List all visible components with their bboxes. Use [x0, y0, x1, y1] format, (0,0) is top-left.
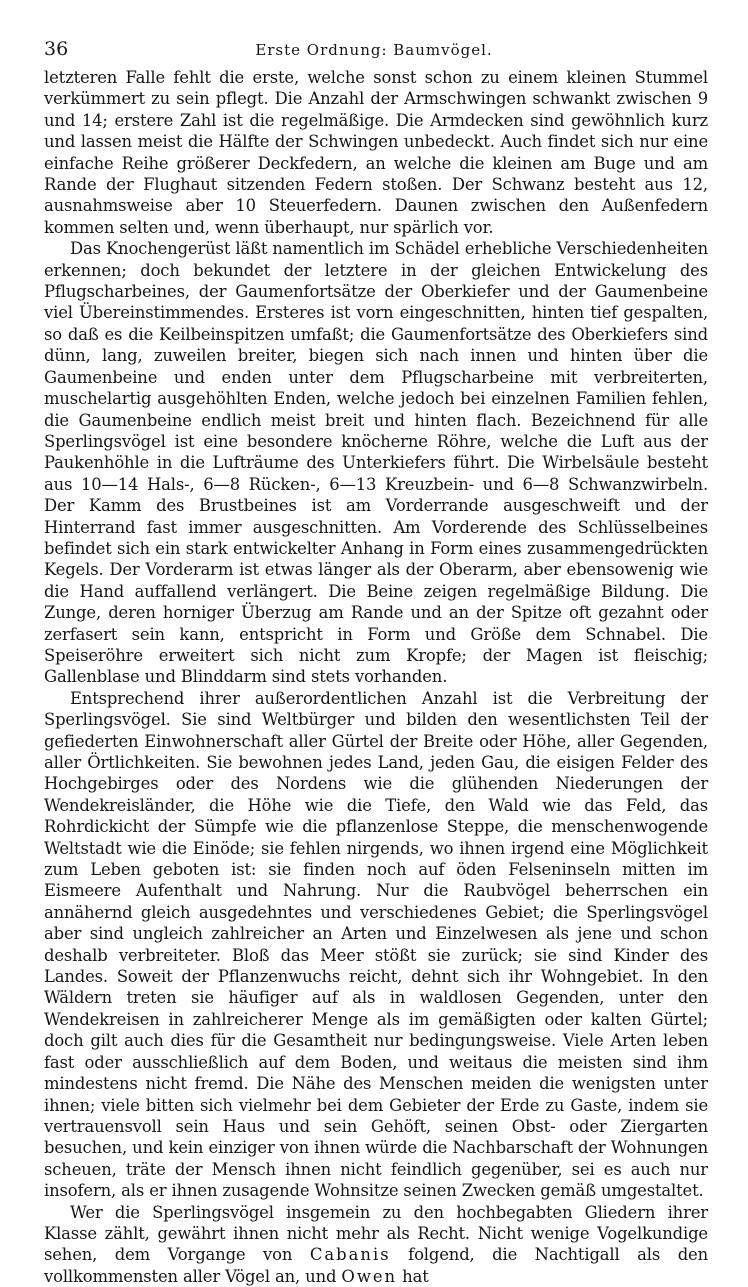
running-head: Erste Ordnung: Baumvögel.	[255, 41, 493, 59]
paragraph-text: Wer die Sperlingsvögel insgemein zu den hochbegabten Gliedern ihrer Klasse zählt, gewährt ihnen nicht mehr als Recht. Nicht wenige Vogelkundige sehen, dem Vorgange von	[44, 1202, 708, 1265]
page-number: 36	[44, 38, 69, 60]
paragraph: Das Knochengerüst läßt namentlich im Schädel erhebliche Verschiedenheiten erkennen; doch bekundet der letztere in der gleichen Entwickelung des Pflugscharbeines, der Gaumenfortsätze der Oberkiefer und der Gaumenbeine viel Übereinstimmendes. Ersteres ist vorn eingeschnitten, hinten tief gespalten, so daß es die Keilbeinspitzen umfaßt; die Gaumenfortsätze des Oberkiefers sind dünn, lang, zuweilen breiter, biegen sich nach innen und hinten über die Gaumenbeine und enden unter dem Pflugscharbeine mit verbreiterten, muschelartig ausgehöhlten Enden, welche jedoch bei einzelnen Familien fehlen, die Gaumenbeine endlich meist breit und hinten flach. Bezeichnend für alle Sperlingsvögel ist eine besondere knöcherne Röhre, welche die Luft aus der Paukenhöhle in die Lufträume des Unterkiefers führt. Die Wirbelsäule besteht aus 10—14 Hals-, 6—8 Rücken-, 6—13 Kreuzbein- und 6—8 Schwanzwirbeln. Der Kamm des Brustbeines ist am Vorderrande ausgeschweift und der Hinterrand fast immer ausgeschnitten. Am Vorderende des Schlüsselbeines befindet sich ein stark entwickelter Anhang in Form eines zusammengedrückten Kegels. Der Vorderarm ist etwas länger als der Oberarm, aber ebensowenig wie die Hand auffallend verlängert. Die Beine zeigen regelmäßige Bildung. Die Zunge, deren horniger Überzug am Rande und an der Spitze oft gezahnt oder zerfasert sein kann, entspricht in Form und Größe dem Schnabel. Die Speiseröhre erweitert sich nicht zum Kropfe; der Magen ist fleischig; Gallenblase und Blinddarm sind stets vorhanden.	[44, 239, 708, 687]
page-header	[44, 38, 704, 66]
paragraph: letzteren Falle fehlt die erste, welche sonst schon zu einem kleinen Stummel verkümmert zu sein pflegt. Die Anzahl der Armschwingen schwankt zwischen 9 und 14; erstere Zahl ist die regelmäßige. Die Armdecken sind gewöhnlich kurz und lassen meist die Hälfte der Schwingen unbedeckt. Auch findet sich nur eine einfache Reihe größerer Deckfedern, an welche die kleinen am Buge und am Rande der Flughaut sitzenden Federn stoßen. Der Schwanz besteht aus 12, ausnahmsweise aber 10 Steuerfedern. Daunen zwischen den Außenfedern kommen selten und, wenn überhaupt, nur spärlich vor.	[44, 68, 708, 237]
person-name: Owen	[341, 1266, 398, 1286]
paragraph	[44, 1202, 708, 1287]
paragraph-text: hat	[397, 1266, 429, 1286]
paragraph: Entsprechend ihrer außerordentlichen Anzahl ist die Verbreitung der Sperlingsvögel. Sie sind Weltbürger und bilden den wesentlichsten Teil der gefiederten Einwohnerschaft aller Gürtel der Breite oder Höhe, aller Gegenden, aller Örtlichkeiten. Sie bewohnen jedes Land, jeden Gau, die eisigen Felder des Hochgebirges oder des Nordens wie die glühenden Niederungen der Wendekreisländer, die Höhe wie die Tiefe, den Wald wie das Feld, das Rohrdickicht der Sümpfe wie die pflanzenlose Steppe, die menschenwogende Weltstadt wie die Einöde; sie fehlen nirgends, wo ihnen irgend eine Möglichkeit zum Leben geboten ist: sie finden noch auf öden Felseninseln mitten im Eismeere Aufenthalt und Nahrung. Nur die Raubvögel beherrschen ein annähernd gleich ausgedehntes und verschiedenes Gebiet; die Sperlingsvögel aber sind ungleich zahlreicher an Arten und Einzelwesen als jene und schon deshalb verbreiteter. Bloß das Meer stößt sie zurück; sie sind Kinder des Landes. Soweit der Pflanzenwuchs reicht, dehnt sich ihr Wohngebiet. In den Wäldern treten sie häufiger auf als in waldlosen Gegenden, unter den Wendekreisen in zahlreicherer Menge als im gemäßigten oder kalten Gürtel; doch gilt auch dies für die Gesamtheit nur bedingungsweise. Viele Arten leben fast oder ausschließlich auf dem Boden, und weitaus die meisten sind ihm mindestens nicht fremd. Die Nähe des Menschen meiden die wenigsten unter ihnen; viele bitten sich vielmehr bei dem Gebieter der Erde zu Gaste, indem sie vertrauensvoll sein Haus und sein Gehöft, seinen Obst- oder Ziergarten besuchen, und kein einziger von ihnen würde die Nachbarschaft der Wohnungen scheuen, träte der Mensch ihnen nicht feindlich gegenüber, sei es auch nur insofern, als er ihnen zusagende Wohnsitze seinen Zwecken gemäß umgestaltet.	[44, 688, 708, 1201]
body-text	[44, 67, 708, 1287]
paragraph-text: folgend, die Nachtigall als den vollkommensten aller Vögel an, und	[44, 1245, 708, 1286]
person-name: Cabanis	[309, 1245, 391, 1265]
